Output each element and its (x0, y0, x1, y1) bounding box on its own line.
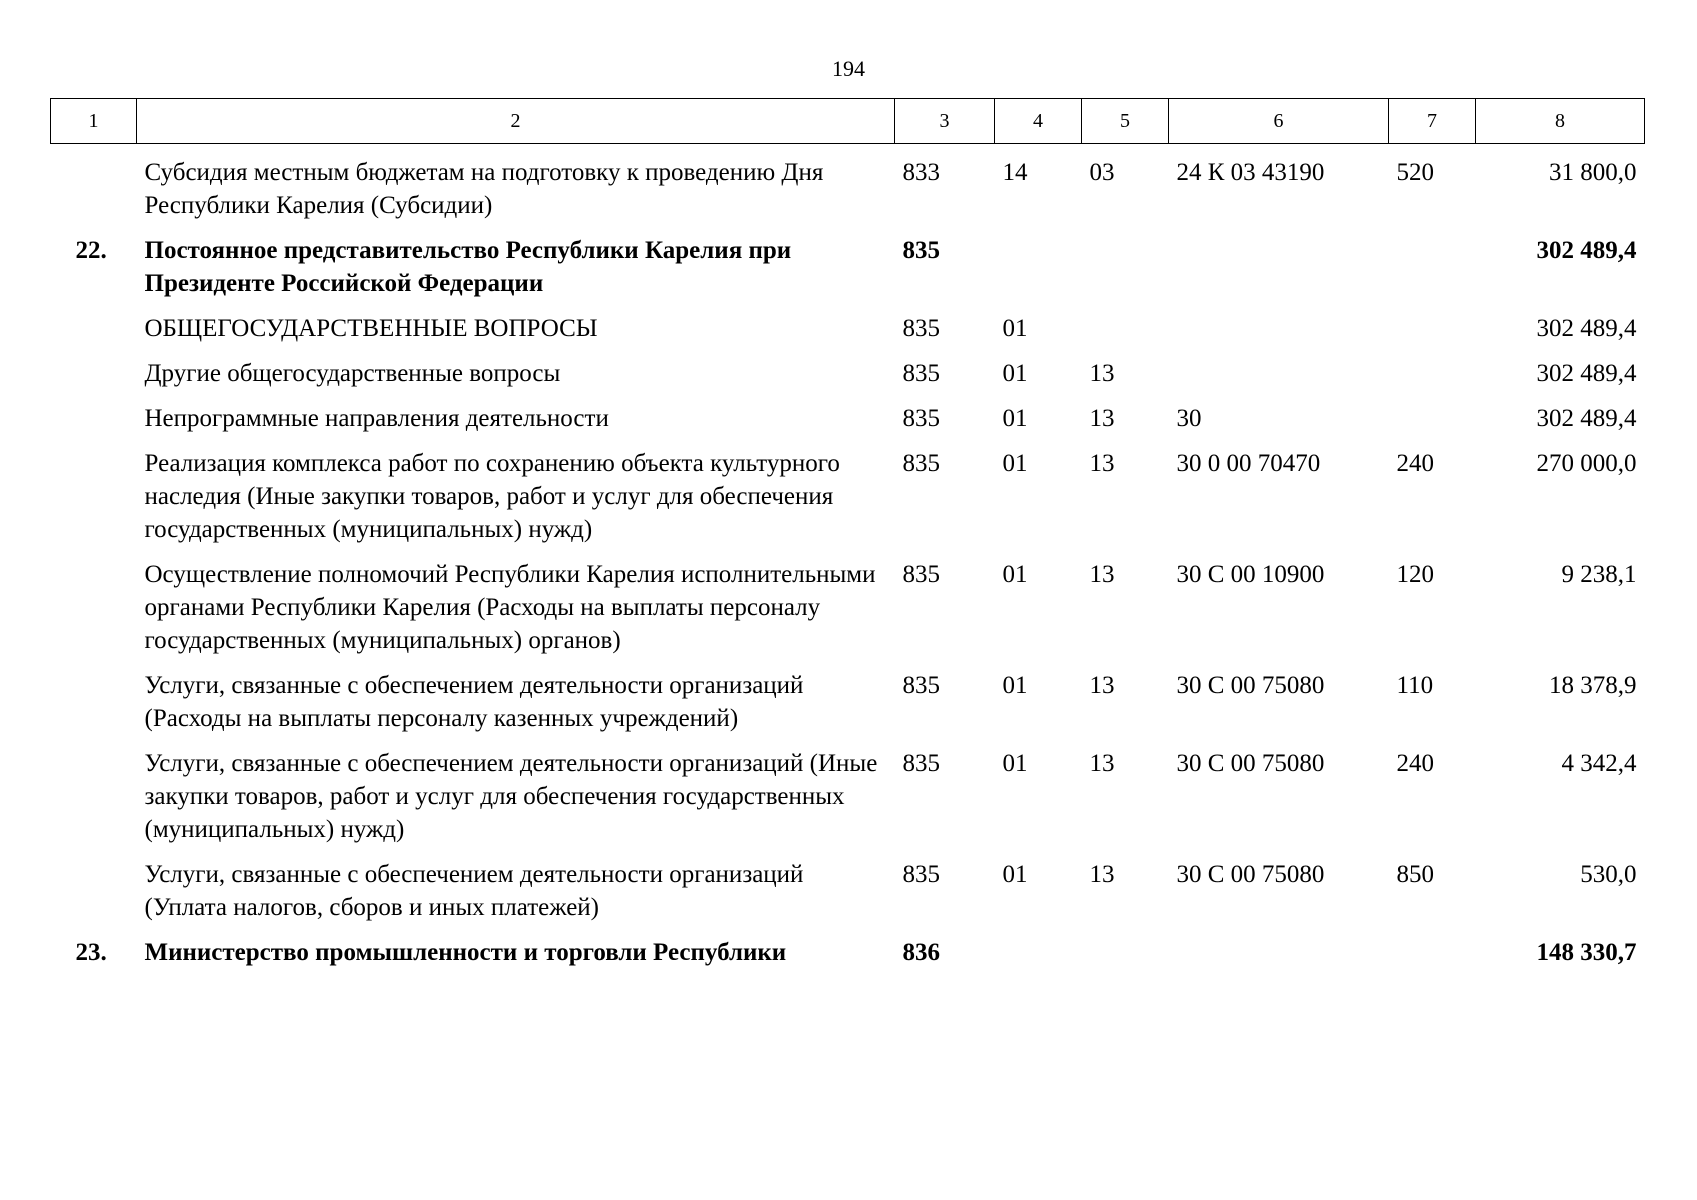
row-number (51, 846, 137, 924)
target-article-code (1169, 345, 1389, 390)
target-article-code (1169, 300, 1389, 345)
subsection-code: 13 (1089, 360, 1115, 387)
row-description: Реализация комплекса работ по сохранению объекта культурного наследия (Иные закупки товаров, работ и услуг для обеспечения государственных (муниципальных) нужд) (144, 450, 840, 543)
column-header: 7 (1389, 99, 1476, 144)
column-header: 3 (895, 99, 995, 144)
amount: 4 342,4 (1561, 750, 1637, 777)
column-header: 8 (1476, 99, 1645, 144)
section-code (995, 222, 1082, 300)
ministry-code: 835 (902, 360, 940, 387)
row-description: Субсидия местным бюджетам на подготовку к проведению Дня Республики Карелия (Субсидии) (144, 159, 824, 219)
amount: 302 489,4 (1536, 237, 1637, 264)
expense-type-code (1389, 222, 1476, 300)
column-header: 5 (1082, 99, 1169, 144)
table-row (51, 345, 1645, 390)
amount: 302 489,4 (1536, 315, 1637, 342)
expense-type-code: 520 (1396, 159, 1434, 186)
table-row (51, 144, 1645, 223)
subsection-code: 13 (1089, 450, 1115, 477)
row-number (51, 735, 137, 846)
subsection-code: 03 (1089, 159, 1115, 186)
amount: 9 238,1 (1561, 561, 1637, 588)
row-number (51, 345, 137, 390)
row-description: Услуги, связанные с обеспечением деятельности организаций (Уплата налогов, сборов и иных платежей) (144, 861, 804, 921)
amount: 270 000,0 (1536, 450, 1637, 477)
table-row (51, 390, 1645, 435)
row-description: Услуги, связанные с обеспечением деятельности организаций (Иные закупки товаров, работ и услуг для обеспечения государственных (муниципальных) нужд) (144, 750, 878, 843)
table-header-row (51, 99, 1645, 144)
ministry-code: 835 (902, 237, 940, 264)
section-code: 01 (1002, 561, 1028, 588)
row-number (51, 300, 137, 345)
row-number (51, 657, 137, 735)
ministry-code: 835 (902, 750, 940, 777)
table-row (51, 222, 1645, 300)
subsection-code (1082, 924, 1169, 969)
row-number (51, 390, 137, 435)
row-number (51, 435, 137, 546)
ministry-code: 835 (902, 561, 940, 588)
table-row (51, 846, 1645, 924)
target-article-code: 30 С 00 75080 (1176, 861, 1325, 888)
column-header: 2 (137, 99, 895, 144)
row-description: ОБЩЕГОСУДАРСТВЕННЫЕ ВОПРОСЫ (144, 315, 598, 342)
subsection-code: 13 (1089, 861, 1115, 888)
table-row (51, 300, 1645, 345)
target-article-code (1169, 222, 1389, 300)
ministry-code: 835 (902, 861, 940, 888)
target-article-code: 24 К 03 43190 (1176, 159, 1325, 186)
ministry-code: 833 (902, 159, 940, 186)
target-article-code (1169, 924, 1389, 969)
row-number: 22. (75, 237, 107, 264)
budget-table (50, 98, 1645, 969)
ministry-code: 835 (902, 450, 940, 477)
amount: 31 800,0 (1549, 159, 1637, 186)
target-article-code: 30 0 00 70470 (1176, 450, 1321, 477)
section-code: 01 (1002, 315, 1028, 342)
subsection-code: 13 (1089, 750, 1115, 777)
subsection-code: 13 (1089, 561, 1115, 588)
ministry-code: 835 (902, 672, 940, 699)
row-description: Непрограммные направления деятельности (144, 405, 609, 432)
ministry-code: 835 (902, 405, 940, 432)
target-article-code: 30 С 00 10900 (1176, 561, 1325, 588)
row-description: Услуги, связанные с обеспечением деятельности организаций (Расходы на выплаты персоналу казенных учреждений) (144, 672, 804, 732)
table-row (51, 435, 1645, 546)
row-description: Осуществление полномочий Республики Карелия исполнительными органами Республики Карелия (Расходы на выплаты персоналу государственных (муниципальных) органов) (144, 561, 876, 654)
expense-type-code: 240 (1396, 750, 1434, 777)
subsection-code (1082, 300, 1169, 345)
section-code: 01 (1002, 672, 1028, 699)
row-description: Постоянное представительство Республики Карелия при Президенте Российской Федерации (144, 237, 792, 297)
ministry-code: 836 (902, 939, 940, 966)
section-code: 01 (1002, 360, 1028, 387)
row-number (51, 144, 137, 223)
row-number: 23. (75, 939, 107, 966)
subsection-code: 13 (1089, 405, 1115, 432)
section-code (995, 924, 1082, 969)
expense-type-code: 110 (1396, 672, 1434, 699)
row-number (51, 546, 137, 657)
subsection-code: 13 (1089, 672, 1115, 699)
expense-type-code (1389, 924, 1476, 969)
expense-type-code (1389, 300, 1476, 345)
row-description: Министерство промышленности и торговли Республики (144, 939, 787, 966)
section-code: 14 (1002, 159, 1028, 186)
subsection-code (1082, 222, 1169, 300)
page-number: 194 (832, 56, 865, 81)
column-header: 1 (51, 99, 137, 144)
target-article-code: 30 С 00 75080 (1176, 672, 1325, 699)
section-code: 01 (1002, 405, 1028, 432)
expense-type-code (1389, 345, 1476, 390)
expense-type-code: 240 (1396, 450, 1434, 477)
column-header: 6 (1169, 99, 1389, 144)
table-row (51, 924, 1645, 969)
ministry-code: 835 (902, 315, 940, 342)
section-code: 01 (1002, 450, 1028, 477)
section-code: 01 (1002, 861, 1028, 888)
amount: 530,0 (1580, 861, 1637, 888)
table-row (51, 657, 1645, 735)
expense-type-code (1389, 390, 1476, 435)
expense-type-code: 120 (1396, 561, 1434, 588)
column-header: 4 (995, 99, 1082, 144)
table-row (51, 546, 1645, 657)
amount: 302 489,4 (1536, 360, 1637, 387)
row-description: Другие общегосударственные вопросы (144, 360, 561, 387)
amount: 302 489,4 (1536, 405, 1637, 432)
table-row (51, 735, 1645, 846)
target-article-code: 30 (1176, 405, 1202, 432)
amount: 18 378,9 (1549, 672, 1637, 699)
amount: 148 330,7 (1536, 939, 1637, 966)
section-code: 01 (1002, 750, 1028, 777)
target-article-code: 30 С 00 75080 (1176, 750, 1325, 777)
expense-type-code: 850 (1396, 861, 1434, 888)
